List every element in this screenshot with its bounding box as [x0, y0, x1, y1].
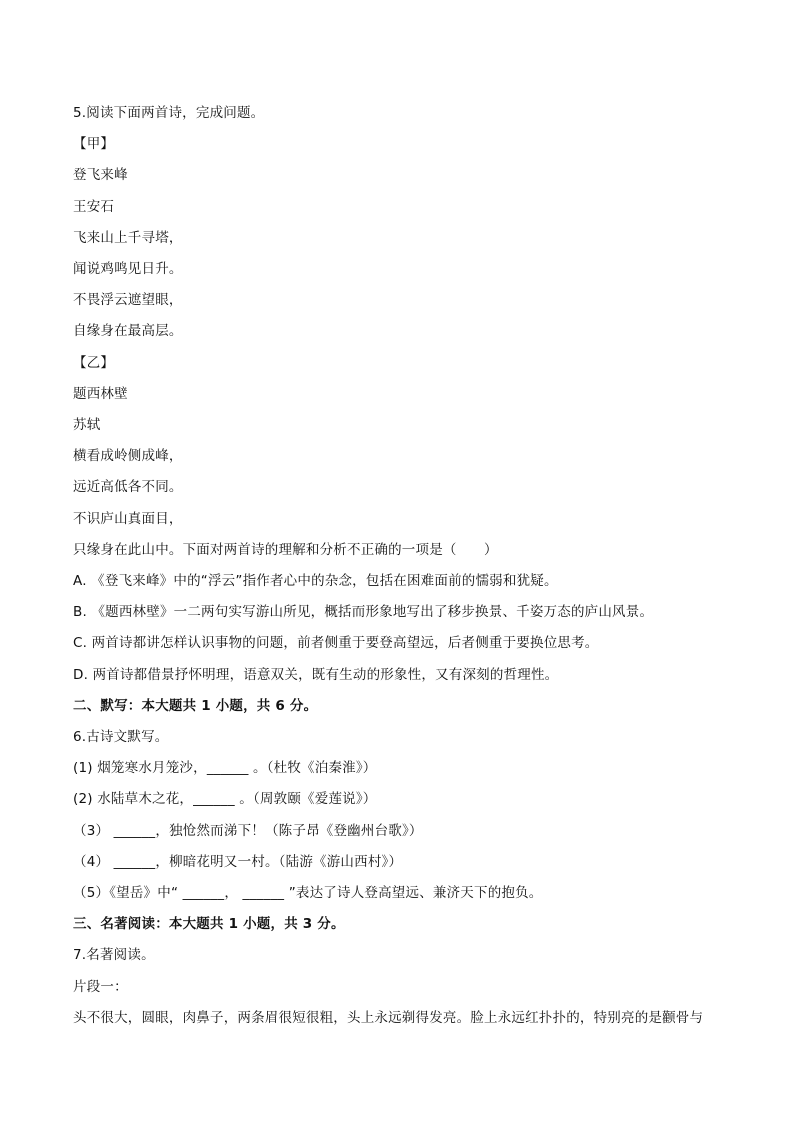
text-line: 【甲】 [73, 136, 115, 153]
text-line: （5）《望岳》中“ ______， ______ ”表达了诗人登高望远、兼济天下的抱负。 [73, 885, 543, 901]
text-line: 【乙】 [73, 354, 115, 371]
text-line: 远近高低各不同。 [73, 479, 183, 496]
text-line: 只缘身在此山中。下面对两首诗的理解和分析不正确的一项是（ ） [73, 541, 498, 558]
text-line: 6.古诗文默写。 [73, 729, 169, 745]
text-line: （4） ______，柳暗花明又一村。（陆游《游山西村》） [73, 853, 403, 870]
text-line: 不畏浮云遮望眼， [73, 292, 183, 309]
text-line: （3） ______，独怆然而涕下！（陈子昂《登幽州台歌》） [73, 822, 423, 839]
text-line: D. 两首诗都借景抒怀明理，语意双关，既有生动的形象性，又有深刻的哲理性。 [73, 666, 559, 683]
text-line: 题西林壁 [73, 385, 128, 402]
text-line: C. 两首诗都讲怎样认识事物的问题，前者侧重于要登高望远，后者侧重于要换位思考。 [73, 635, 599, 652]
text-line: 登飞来峰 [73, 167, 128, 184]
text-line: 横看成岭侧成峰， [73, 448, 183, 465]
text-line: (2) 水陆草木之花，______ 。（周敦颐《爱莲说》） [73, 791, 377, 808]
text-line: 王安石 [73, 198, 115, 215]
text-line: 头不很大，圆眼，肉鼻子，两条眉很短很粗，头上永远剃得发亮。脸上永远红扑扑的，特别亮的是颧骨与 [73, 1009, 704, 1026]
section-heading: 二、默写：本大题共 1 小题，共 6 分。 [73, 697, 318, 714]
text-line: 飞来山上千寻塔， [73, 229, 183, 246]
text-line: 片段一： [73, 978, 128, 995]
text-line: 5.阅读下面两首诗，完成问题。 [73, 105, 265, 121]
text-line: 自缘身在最高层。 [73, 323, 183, 340]
text-line: A. 《登飞来峰》中的“浮云”指作者心中的杂念，包括在困难面前的懦弱和犹疑。 [73, 573, 558, 589]
text-line: B. 《题西林壁》一二两句实写游山所见，概括而形象地写出了移步换景、千姿万态的庐山风景。 [73, 604, 654, 621]
text-line: (1) 烟笼寒水月笼沙，______ 。（杜牧《泊秦淮》） [73, 760, 377, 777]
text-line: 闻说鸡鸣见日升。 [73, 261, 183, 277]
text-line: 7.名著阅读。 [73, 947, 155, 964]
section-heading: 三、名著阅读：本大题共 1 小题，共 3 分。 [73, 916, 345, 933]
text-line: 不识庐山真面目， [73, 510, 183, 527]
text-line: 苏轼 [73, 417, 101, 433]
